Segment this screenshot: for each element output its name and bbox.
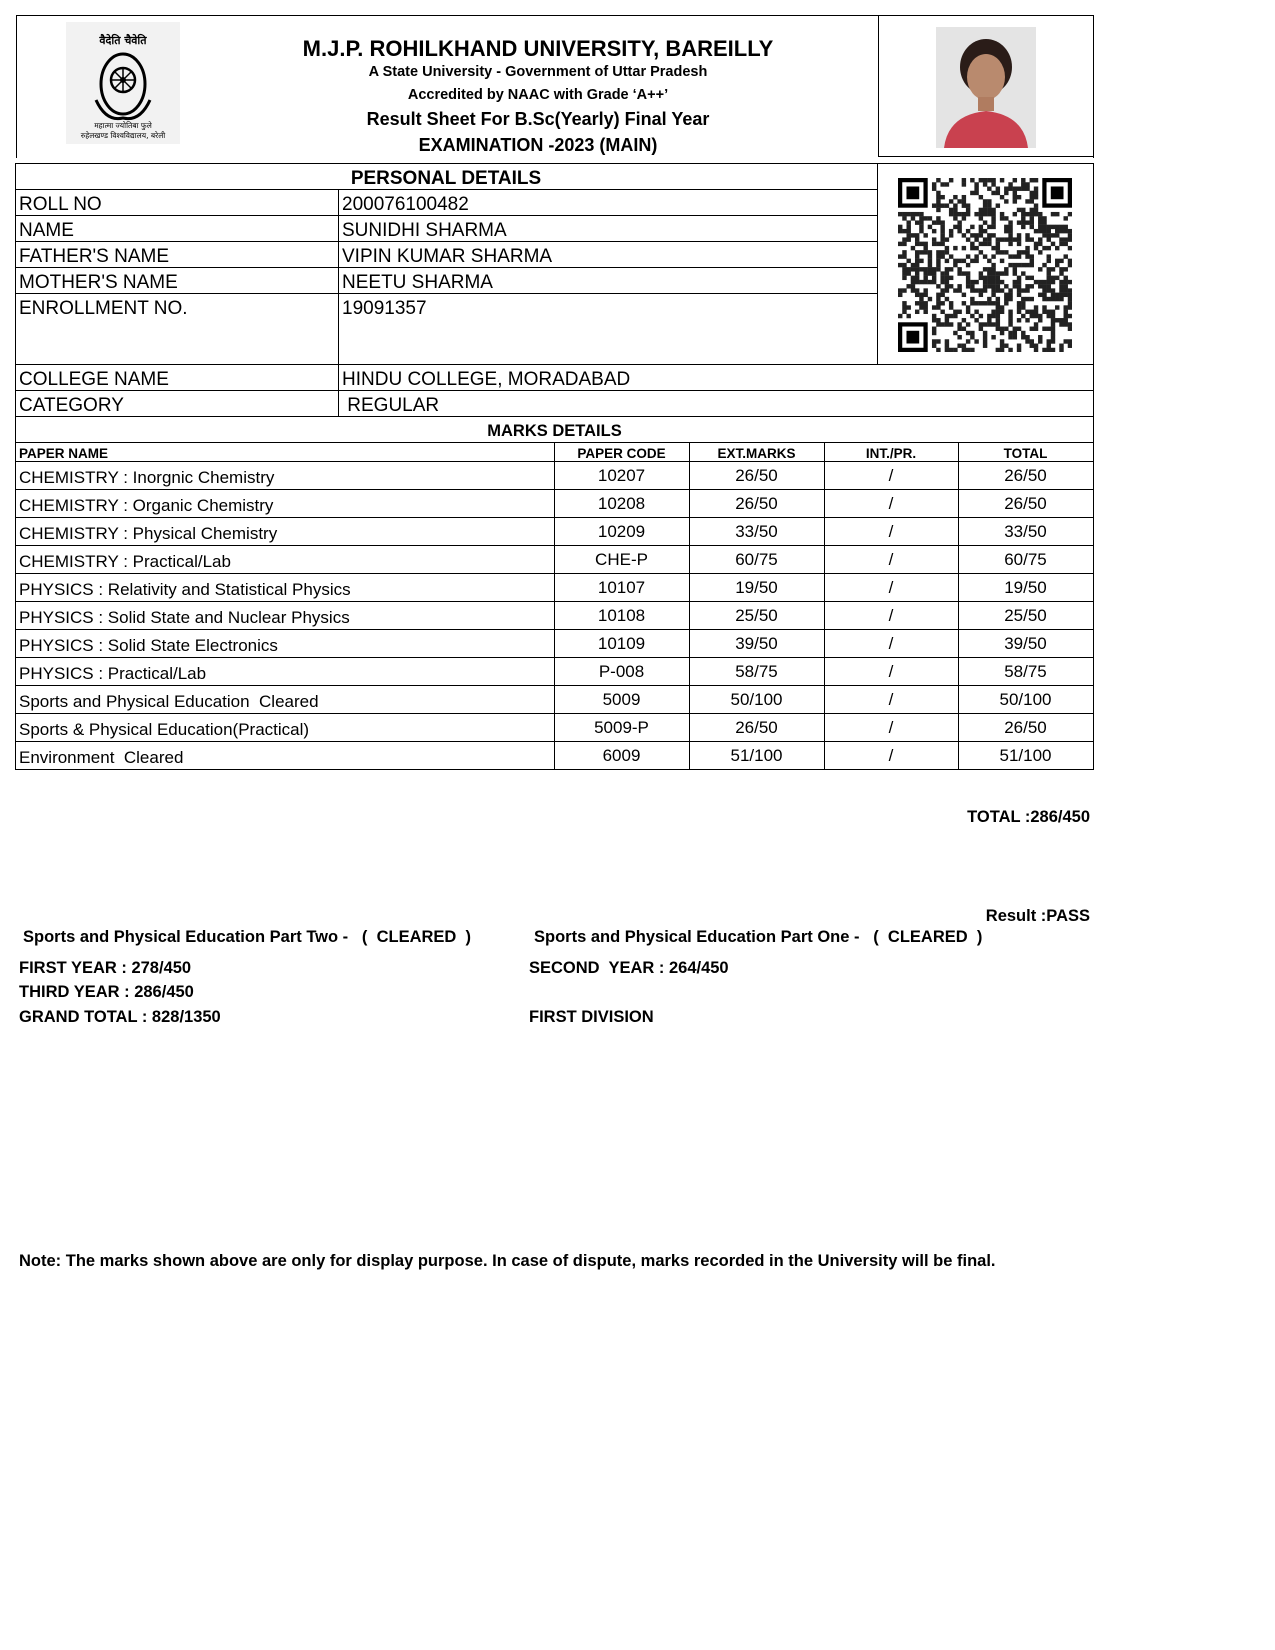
- ext-marks: 51/100: [730, 746, 783, 765]
- paper-code: 10208: [597, 494, 646, 513]
- value-fathers-name: VIPIN KUMAR SHARMA: [342, 246, 553, 267]
- row-divider: [15, 741, 1094, 742]
- col-paper-code: PAPER CODE: [577, 446, 666, 461]
- label-category: CATEGORY: [19, 395, 124, 416]
- row-divider: [15, 601, 1094, 602]
- int-pr-marks: /: [888, 550, 894, 569]
- col-total: TOTAL: [1003, 446, 1048, 461]
- total-marks-cell: 51/100: [999, 746, 1052, 765]
- logo-arc-text: वैदेति चैवेति: [99, 34, 147, 47]
- result-sheet-title: Result Sheet For B.Sc(Yearly) Final Year: [366, 109, 710, 129]
- row-divider: [15, 573, 1094, 574]
- university-logo: [66, 22, 180, 144]
- total-marks-cell: 39/50: [1004, 634, 1047, 653]
- sports-part-one: Sports and Physical Education Part One - ( CLEARED ): [534, 928, 983, 946]
- paper-code: 6009: [602, 746, 641, 765]
- int-pr-marks: /: [888, 522, 894, 541]
- ext-marks: 26/50: [735, 494, 778, 513]
- row-divider: [15, 685, 1094, 686]
- col-ext-marks: EXT.MARKS: [717, 446, 796, 461]
- paper-code: 10108: [597, 606, 646, 625]
- int-pr-marks: /: [888, 634, 894, 653]
- personal-details-title: PERSONAL DETAILS: [350, 168, 542, 189]
- int-pr-marks: /: [888, 578, 894, 597]
- paper-code: 5009-P: [594, 718, 649, 737]
- university-name: M.J.P. ROHILKHAND UNIVERSITY, BAREILLY: [302, 36, 774, 61]
- paper-code: 10207: [597, 466, 646, 485]
- ext-marks: 50/100: [730, 690, 783, 709]
- int-pr-marks: /: [888, 606, 894, 625]
- logo-caption-1: महात्मा ज्योतिबा फुले: [94, 121, 152, 130]
- paper-name: CHEMISTRY : Organic Chemistry: [19, 496, 274, 515]
- label-college-name: COLLEGE NAME: [19, 369, 169, 390]
- paper-code: 5009: [602, 690, 641, 709]
- total-marks: TOTAL :286/450: [967, 808, 1090, 826]
- total-marks-cell: 60/75: [1004, 550, 1047, 569]
- result-status: Result :PASS: [985, 907, 1090, 925]
- row-divider: [15, 545, 1094, 546]
- value-category: REGULAR: [342, 395, 440, 416]
- int-pr-marks: /: [888, 718, 894, 737]
- paper-name: PHYSICS : Solid State Electronics: [19, 636, 278, 655]
- int-pr-marks: /: [888, 690, 894, 709]
- row-divider: [15, 713, 1094, 714]
- label-mothers-name: MOTHER'S NAME: [19, 272, 178, 293]
- int-pr-marks: /: [888, 466, 894, 485]
- paper-code: 10107: [597, 578, 646, 597]
- qr-code: [898, 178, 1072, 352]
- row-divider: [15, 489, 1094, 490]
- label-name: NAME: [19, 220, 74, 241]
- paper-name: Environment Cleared: [19, 748, 184, 767]
- label-fathers-name: FATHER'S NAME: [19, 246, 170, 267]
- total-marks-cell: 26/50: [1004, 718, 1047, 737]
- row-divider: [15, 517, 1094, 518]
- int-pr-marks: /: [888, 662, 894, 681]
- ext-marks: 19/50: [735, 578, 778, 597]
- total-marks-cell: 19/50: [1004, 578, 1047, 597]
- logo-caption-2: रुहेलखण्ड विश्वविद्यालय, बरेली: [80, 131, 166, 140]
- total-marks-cell: 58/75: [1004, 662, 1047, 681]
- accreditation-line: Accredited by NAAC with Grade ‘A++’: [407, 87, 669, 103]
- paper-name: PHYSICS : Practical/Lab: [19, 664, 207, 683]
- value-roll-no: 200076100482: [342, 194, 469, 215]
- ext-marks: 39/50: [735, 634, 778, 653]
- total-marks-cell: 26/50: [1004, 494, 1047, 513]
- examination-title: EXAMINATION -2023 (MAIN): [418, 135, 658, 155]
- row-divider: [15, 657, 1094, 658]
- paper-name: PHYSICS : Solid State and Nuclear Physics: [19, 608, 350, 627]
- first-year-marks: FIRST YEAR : 278/450: [19, 959, 192, 977]
- state-line: A State University - Government of Uttar Pradesh: [368, 64, 708, 80]
- ext-marks: 26/50: [735, 466, 778, 485]
- paper-name: Sports & Physical Education(Practical): [19, 720, 310, 739]
- col-paper-name: PAPER NAME: [19, 446, 109, 461]
- col-int-pr: INT./PR.: [865, 446, 917, 461]
- paper-code: CHE-P: [595, 550, 648, 569]
- ext-marks: 33/50: [735, 522, 778, 541]
- label-enrollment-no: ENROLLMENT NO.: [19, 298, 188, 319]
- total-marks-cell: 50/100: [999, 690, 1052, 709]
- paper-code: 10109: [597, 634, 646, 653]
- ext-marks: 26/50: [735, 718, 778, 737]
- paper-name: CHEMISTRY : Practical/Lab: [19, 552, 231, 571]
- second-year-marks: SECOND YEAR : 264/450: [529, 959, 729, 977]
- student-photo: [936, 27, 1036, 148]
- grand-total: GRAND TOTAL : 828/1350: [19, 1008, 221, 1026]
- label-roll-no: ROLL NO: [19, 194, 102, 215]
- division: FIRST DIVISION: [529, 1008, 654, 1026]
- value-mothers-name: NEETU SHARMA: [342, 272, 493, 293]
- paper-code: P-008: [598, 662, 645, 681]
- total-marks-cell: 26/50: [1004, 466, 1047, 485]
- third-year-marks: THIRD YEAR : 286/450: [19, 983, 194, 1001]
- row-divider: [15, 629, 1094, 630]
- ext-marks: 58/75: [735, 662, 778, 681]
- int-pr-marks: /: [888, 746, 894, 765]
- marks-details-title: MARKS DETAILS: [487, 422, 622, 440]
- value-college-name: HINDU COLLEGE, MORADABAD: [342, 369, 631, 390]
- ext-marks: 25/50: [735, 606, 778, 625]
- value-name: SUNIDHI SHARMA: [342, 220, 507, 241]
- disclaimer-note: Note: The marks shown above are only for display purpose. In case of dispute, marks recorded in the University will be final.: [19, 1252, 996, 1270]
- ext-marks: 60/75: [735, 550, 778, 569]
- total-marks-cell: 25/50: [1004, 606, 1047, 625]
- paper-name: PHYSICS : Relativity and Statistical Physics: [19, 580, 351, 599]
- paper-name: Sports and Physical Education Cleared: [19, 692, 319, 711]
- paper-name: CHEMISTRY : Inorgnic Chemistry: [19, 468, 275, 487]
- value-enrollment-no: 19091357: [342, 298, 427, 319]
- paper-name: CHEMISTRY : Physical Chemistry: [19, 524, 278, 543]
- int-pr-marks: /: [888, 494, 894, 513]
- sports-part-two: Sports and Physical Education Part Two - ( CLEARED ): [23, 928, 471, 946]
- paper-code: 10209: [597, 522, 646, 541]
- total-marks-cell: 33/50: [1004, 522, 1047, 541]
